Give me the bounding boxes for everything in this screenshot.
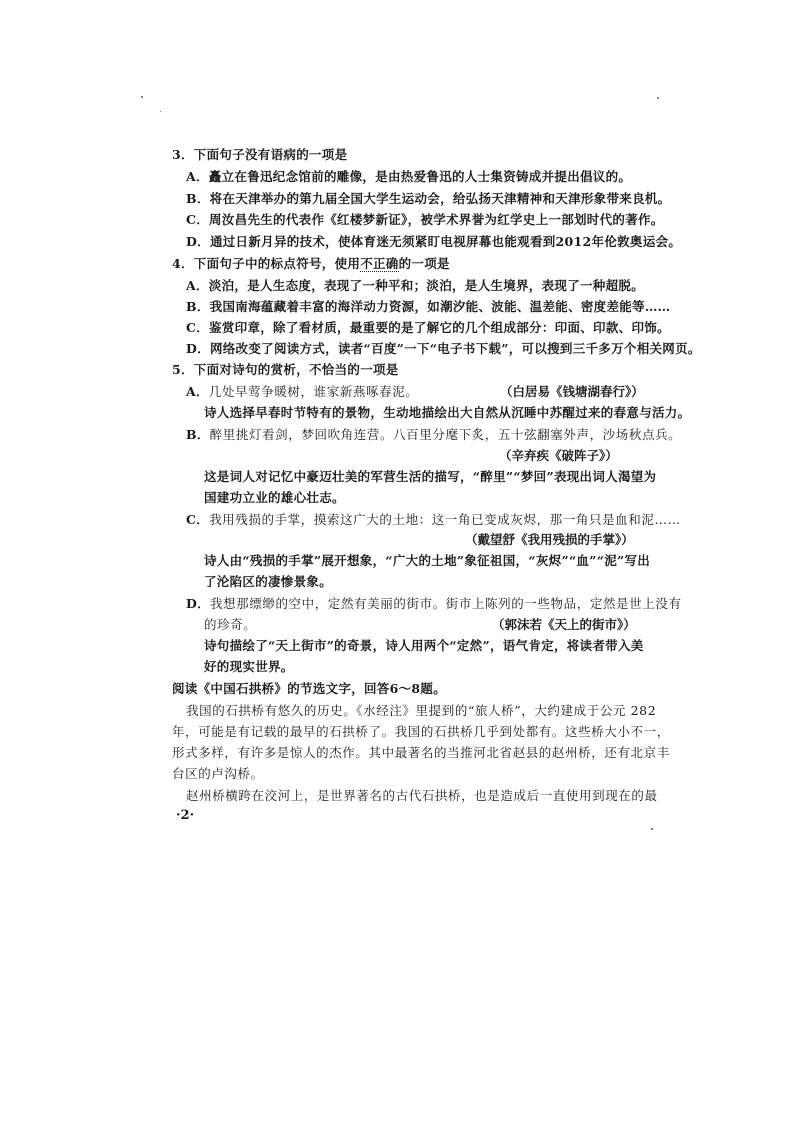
q5-c-poem: 我用残损的手掌，摸索这广大的土地：这一角已变成灰烬，那一角只是血和泥……	[209, 512, 681, 527]
q3-stem: 3．下面句子没有语病的一项是	[172, 147, 348, 162]
q4-option-c: C．鉴赏印章，除了看材质，最重要的是了解它的几个组成部分：印面、印款、印饰。	[186, 320, 670, 335]
q4-stem	[172, 256, 450, 272]
q5-c-analysis-2: 了沦陷区的凄惨景象。	[204, 574, 333, 589]
q5-stem: 5．下面对诗句的赏析，不恰当的一项是	[172, 362, 399, 377]
scan-speck	[657, 97, 659, 99]
scan-speck	[651, 828, 653, 830]
q5-d-poem-line-2: 的珍奇。	[204, 617, 257, 632]
q5-c-analysis-1: 诗人由“残损的手掌”展开想象，“广大的土地”象征祖国，“灰烬”“血”“泥”写出	[204, 553, 651, 568]
q4-option-a: A．淡泊，是人生态度，表现了一种平和；淡泊，是人生境界，表现了一种超脱。	[186, 278, 644, 293]
reading-p1-line-1: 我国的石拱桥有悠久的历史。《水经注》里提到的“旅人桥”，大约建成于公元 282	[186, 703, 657, 718]
q4-option-d: D．网络改变了阅读方式，读者“百度”一下“电子书下载”，可以搜到三千多万个相关网页。	[186, 341, 701, 356]
q5-d-label: D．	[186, 596, 210, 611]
reading-intro: 阅读《中国石拱桥》的节选文字，回答6～8题。	[172, 681, 446, 696]
scan-speck	[141, 96, 143, 98]
q5-c-label: C．	[186, 512, 210, 527]
q5-c-attribution: （戴望舒《我用残损的手掌》）	[465, 532, 634, 547]
q5-a-poem: 几处早莺争暖树，谁家新燕啄春泥。	[208, 384, 419, 399]
q5-b-label: B．	[186, 427, 210, 442]
q5-a-label: A．	[186, 384, 209, 399]
q5-b-analysis-2: 国建功立业的雄心壮志。	[204, 490, 345, 505]
q5-d-poem-1: 我想那缥缈的空中，定然有美丽的街市。街市上陈列的一些物品，定然是世上没有	[209, 596, 682, 611]
q5-d-analysis-2: 好的现实世界。	[204, 659, 294, 674]
q3-option-a: A．矗立在鲁迅纪念馆前的雕像，是由热爱鲁迅的人士集资铸成并提出倡议的。	[186, 169, 632, 184]
q5-c-poem-line	[186, 512, 681, 528]
q4-stem-before: 4．下面句子中的标点符号，使用	[172, 256, 361, 271]
q5-d-attribution: （郭沫若《天上的街市》）	[492, 617, 636, 632]
q5-b-poem-line	[186, 427, 681, 443]
q5-a-analysis-1: 诗人选择早春时节特有的景物，生动地描绘出大自然从沉睡中苏醒过来的春意与活力。	[204, 405, 691, 420]
q4-stem-emphasis: 不正确	[360, 256, 399, 271]
q4-option-b: B．我国南海蕴藏着丰富的海洋动力资源，如潮汐能、波能、温差能、密度差能等……	[186, 299, 671, 314]
scan-speck	[160, 111, 161, 112]
reading-p1-line-3: 形式多样，有许多是惊人的杰作。其中最著名的当推河北省赵县的赵州桥，还有北京丰	[172, 745, 670, 760]
q5-d-analysis-1: 诗句描绘了“天上街市”的奇景，诗人用两个“定然”，语气肯定，将读者带入美	[204, 638, 644, 653]
q5-d-poem-line-1	[186, 596, 682, 612]
q3-option-d: D．通过日新月异的技术，使体育迷无须紧盯电视屏幕也能观看到2012年伦敦奥运会。	[186, 234, 682, 249]
q5-b-analysis-1: 这是词人对记忆中豪迈壮美的军营生活的描写，“醉里”“梦回”表现出词人渴望为	[204, 469, 657, 484]
reading-p2-line-1: 赵州桥横跨在洨河上，是世界著名的古代石拱桥，也是造成后一直使用到现在的最	[186, 788, 658, 803]
q3-option-b: B．将在天津举办的第九届全国大学生运动会，给弘扬天津精神和天津形象带来良机。	[186, 191, 671, 206]
q3-option-c: C．周汝昌先生的代表作《红楼梦新证》，被学术界誉为红学史上一部划时代的著作。	[186, 212, 664, 227]
page-number: ·2·	[176, 808, 195, 823]
q5-a-attribution: （白居易《钱塘湖春行》）	[500, 384, 644, 399]
q5-a-poem-line	[186, 384, 418, 400]
q5-b-poem: 醉里挑灯看剑，梦回吹角连营。八百里分麾下炙，五十弦翻塞外声，沙场秋点兵。	[209, 427, 682, 442]
reading-p1-line-2: 年，可能是有记载的最早的石拱桥了。我国的石拱桥几乎到处都有。这些桥大小不一，	[172, 724, 670, 739]
q5-b-attribution: （辛弃疾《破阵子》）	[499, 448, 618, 463]
q4-stem-after: 的一项是	[398, 256, 450, 271]
reading-p1-line-4: 台区的卢沟桥。	[172, 766, 264, 781]
